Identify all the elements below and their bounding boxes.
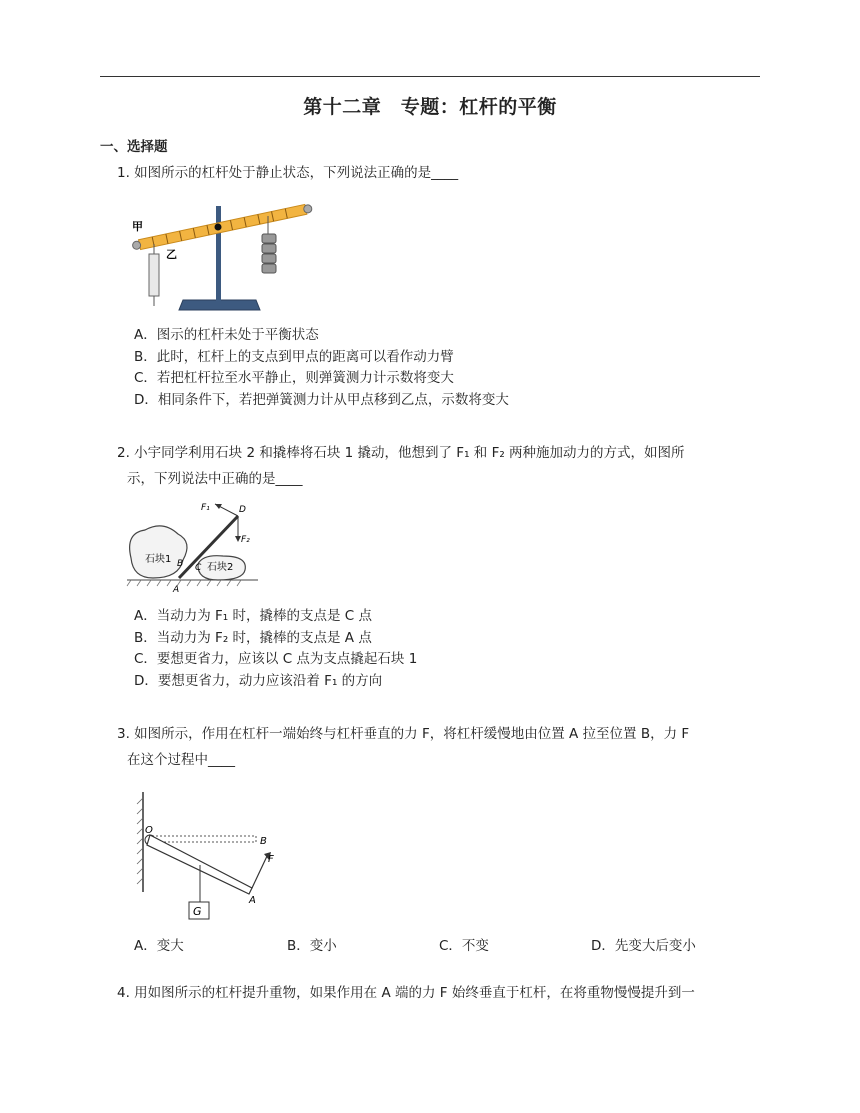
question-3-stem-line2: 在这个过程中____ bbox=[127, 752, 235, 768]
label-g: G bbox=[193, 905, 202, 918]
option-3b[interactable]: B．变小 bbox=[287, 938, 337, 954]
question-4-stem: 4. 用如图所示的杠杆提升重物，如果作用在 A 端的力 F 始终垂直于杠杆，在将重物慢慢提升到一 bbox=[117, 985, 695, 1001]
option-3d[interactable]: D．先变大后变小 bbox=[591, 938, 696, 954]
question-2-stem bbox=[117, 440, 762, 492]
section-heading: 一、选择题 bbox=[100, 139, 168, 155]
label-stone1: 石块1 bbox=[145, 554, 172, 565]
question-1-stem: 1. 如图所示的杠杆处于静止状态，下列说法正确的是____ bbox=[117, 165, 459, 181]
label-yi: 乙 bbox=[166, 248, 177, 261]
option-2c[interactable]: C．要想更省力，应该以 C 点为支点撬起石块 1 bbox=[134, 651, 418, 667]
question-3-figure bbox=[128, 790, 278, 922]
question-3-stem bbox=[117, 721, 762, 773]
option-1d[interactable]: D．相同条件下，若把弹簧测力计从甲点移到乙点，示数将变大 bbox=[134, 391, 509, 408]
question-3-stem-line1: 3. 如图所示，作用在杠杆一端始终与杠杆垂直的力 F，将杠杆缓慢地由位置 A 拉至位置 B，力 F bbox=[117, 726, 690, 742]
question-1-figure bbox=[128, 196, 323, 314]
label-a: A bbox=[249, 895, 256, 906]
pivot-dot bbox=[215, 224, 222, 231]
label-jia: 甲 bbox=[132, 220, 143, 233]
option-1b[interactable]: B．此时，杠杆上的支点到甲点的距离可以看作动力臂 bbox=[134, 348, 454, 365]
option-2d[interactable]: D．要想更省力，动力应该沿着 F₁ 的方向 bbox=[134, 672, 383, 689]
label-f1: F₁ bbox=[201, 503, 210, 513]
option-3a[interactable]: A．变大 bbox=[134, 938, 184, 954]
label-f2: F₂ bbox=[241, 535, 250, 545]
label-stone2: 石块2 bbox=[207, 562, 234, 573]
option-1c[interactable]: C．若把杠杆拉至水平静止，则弹簧测力计示数将变大 bbox=[134, 370, 454, 386]
option-2b[interactable]: B．当动力为 F₂ 时，撬棒的支点是 A 点 bbox=[134, 629, 372, 646]
question-2-figure bbox=[123, 498, 263, 594]
header-rule bbox=[100, 76, 760, 77]
stand-pole bbox=[216, 206, 221, 302]
label-c: C bbox=[195, 563, 202, 573]
label-a: A bbox=[173, 585, 180, 594]
label-b: B bbox=[177, 559, 184, 569]
label-d: D bbox=[239, 505, 246, 515]
option-3c[interactable]: C．不变 bbox=[439, 938, 489, 954]
option-1a[interactable]: A．图示的杠杆未处于平衡状态 bbox=[134, 327, 319, 343]
label-o: O bbox=[145, 825, 153, 836]
question-1-options bbox=[134, 325, 509, 411]
option-2a[interactable]: A．当动力为 F₁ 时，撬棒的支点是 C 点 bbox=[134, 608, 373, 624]
label-b: B bbox=[260, 836, 267, 847]
question-2-stem-line2: 示，下列说法中正确的是____ bbox=[127, 471, 303, 487]
label-f: F bbox=[268, 854, 274, 865]
question-2-options bbox=[134, 606, 417, 692]
page-title: 第十二章 专题：杠杆的平衡 bbox=[303, 96, 557, 118]
question-2-stem-line1: 2. 小宇同学利用石块 2 和撬棒将石块 1 撬动，他想到了 F₁ 和 F₂ 两种施加动力的方式，如图所 bbox=[117, 445, 685, 461]
